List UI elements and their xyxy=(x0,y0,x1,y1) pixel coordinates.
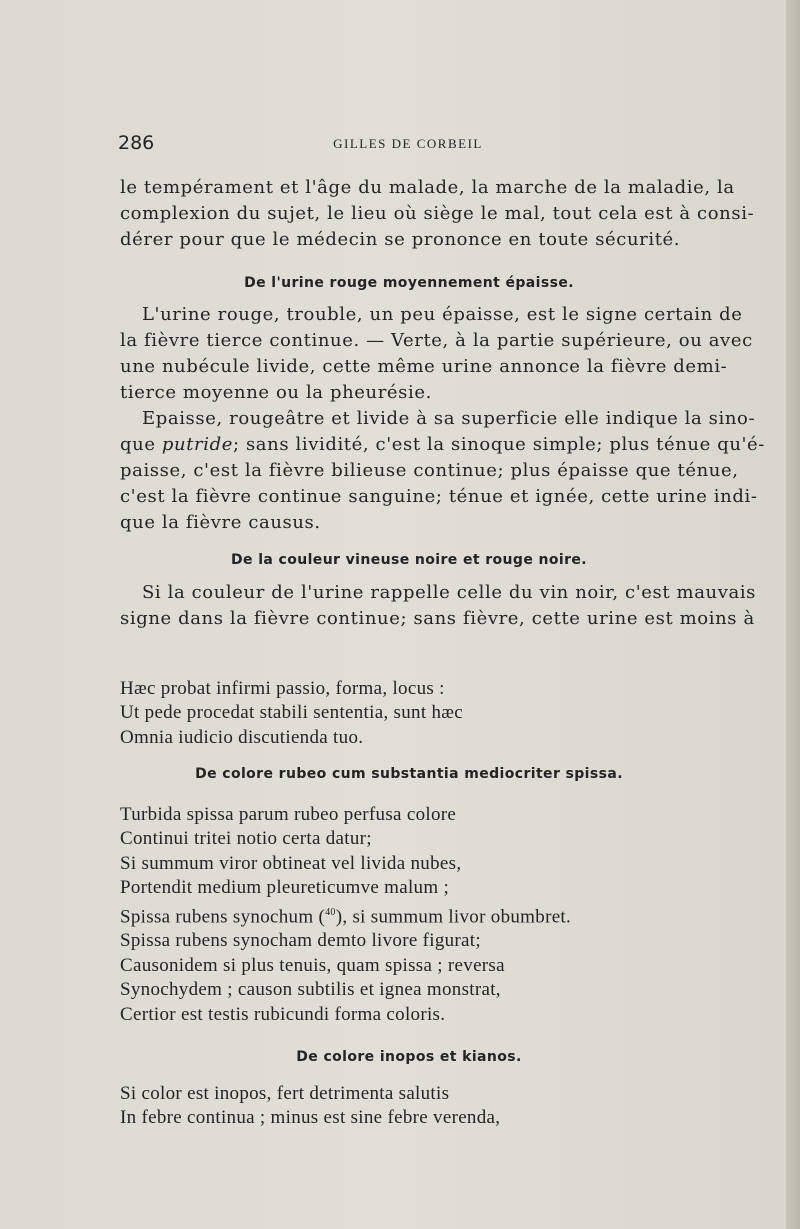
latin-verse-2 xyxy=(120,803,698,1027)
page-number: 286 xyxy=(118,132,155,154)
verse-line: Turbida spissa parum rubeo perfusa colore xyxy=(120,804,457,825)
latin-verse-1 xyxy=(120,677,698,750)
verse-line: Hæc probat infirmi passio, forma, locus : xyxy=(120,678,445,699)
latin-verse-3 xyxy=(120,1082,698,1131)
verse-line: Continui tritei notio certa datur; xyxy=(120,828,372,850)
verse-line: Synochydem ; causon subtilis et ignea monstrat, xyxy=(120,979,501,1001)
verse-line: Spissa rubens synocham demto livore figurat; xyxy=(120,930,481,952)
text-line: dérer pour que le médecin se prononce en toute sécurité. xyxy=(120,229,681,250)
verse-line: In febre continua ; minus est sine febre verenda, xyxy=(120,1107,501,1129)
running-title: GILLES DE CORBEIL xyxy=(333,136,483,151)
verse-line: Causonidem si plus tenuis, quam spissa ; reversa xyxy=(120,954,505,976)
verse-line: Ut pede procedat stabili sententia, sunt hæc xyxy=(120,702,463,724)
section-heading-red-urine: De l'urine rouge moyennement épaisse. xyxy=(244,275,574,291)
verse-line: Si summum viror obtineat vel livida nubes, xyxy=(120,852,462,874)
text-line xyxy=(120,432,765,458)
text-line: tierce moyenne ou la pheurésie. xyxy=(120,382,432,403)
text-line: paisse, c'est la fièvre bilieuse continue; plus épaisse que ténue, xyxy=(120,460,739,481)
verse-line: Certior est testis rubicundi forma coloris. xyxy=(120,1003,446,1025)
section-heading-rubeo: De colore rubeo cum substantia mediocriter spissa. xyxy=(195,766,623,782)
italic-term: putride xyxy=(161,434,233,455)
text-line: la fièvre tierce continue. — Verte, à la partie supérieure, ou avec xyxy=(120,330,753,351)
text-line: signe dans la fièvre continue; sans fièvre, cette urine est moins à xyxy=(120,608,755,629)
paragraph-2 xyxy=(120,302,753,406)
verse-line xyxy=(120,901,698,930)
text-fragment: ), si summum livor obumbret. xyxy=(335,905,572,927)
section-heading-inopos: De colore inopos et kianos. xyxy=(296,1049,522,1065)
page-header xyxy=(118,132,698,156)
text-line: une nubécule livide, cette même urine annonce la fièvre demi- xyxy=(120,356,728,377)
verse-line: Omnia iudicio discutienda tuo. xyxy=(120,726,364,748)
text-line: que la fièvre causus. xyxy=(120,512,321,533)
text-line: Epaisse, rougeâtre et livide à sa superficie elle indique la sino- xyxy=(142,408,756,429)
text-line: Si la couleur de l'urine rappelle celle du vin noir, c'est mauvais xyxy=(142,582,757,603)
page-edge xyxy=(786,0,800,1229)
paragraph-4 xyxy=(120,580,757,632)
verse-line: Si color est inopos, fert detrimenta salutis xyxy=(120,1083,450,1104)
text-line: c'est la fièvre continue sanguine; ténue et ignée, cette urine indi- xyxy=(120,486,758,507)
paragraph-1 xyxy=(120,175,755,253)
text-line: L'urine rouge, trouble, un peu épaisse, est le signe certain de xyxy=(142,304,743,325)
section-heading-wine-color: De la couleur vineuse noire et rouge noire. xyxy=(231,552,587,568)
text-line: le tempérament et l'âge du malade, la marche de la maladie, la xyxy=(120,177,735,198)
verse-line: Portendit medium pleureticumve malum ; xyxy=(120,877,450,899)
paragraph-3 xyxy=(120,406,765,536)
text-fragment: ; sans lividité, c'est la sinoque simple; plus ténue qu'é- xyxy=(232,434,765,455)
footnote-reference[interactable]: 40 xyxy=(325,906,336,918)
text-fragment: Spissa rubens synochum ( xyxy=(120,905,326,927)
text-fragment: que xyxy=(120,434,162,455)
text-line: complexion du sujet, le lieu où siège le mal, tout cela est à consi- xyxy=(120,203,755,224)
